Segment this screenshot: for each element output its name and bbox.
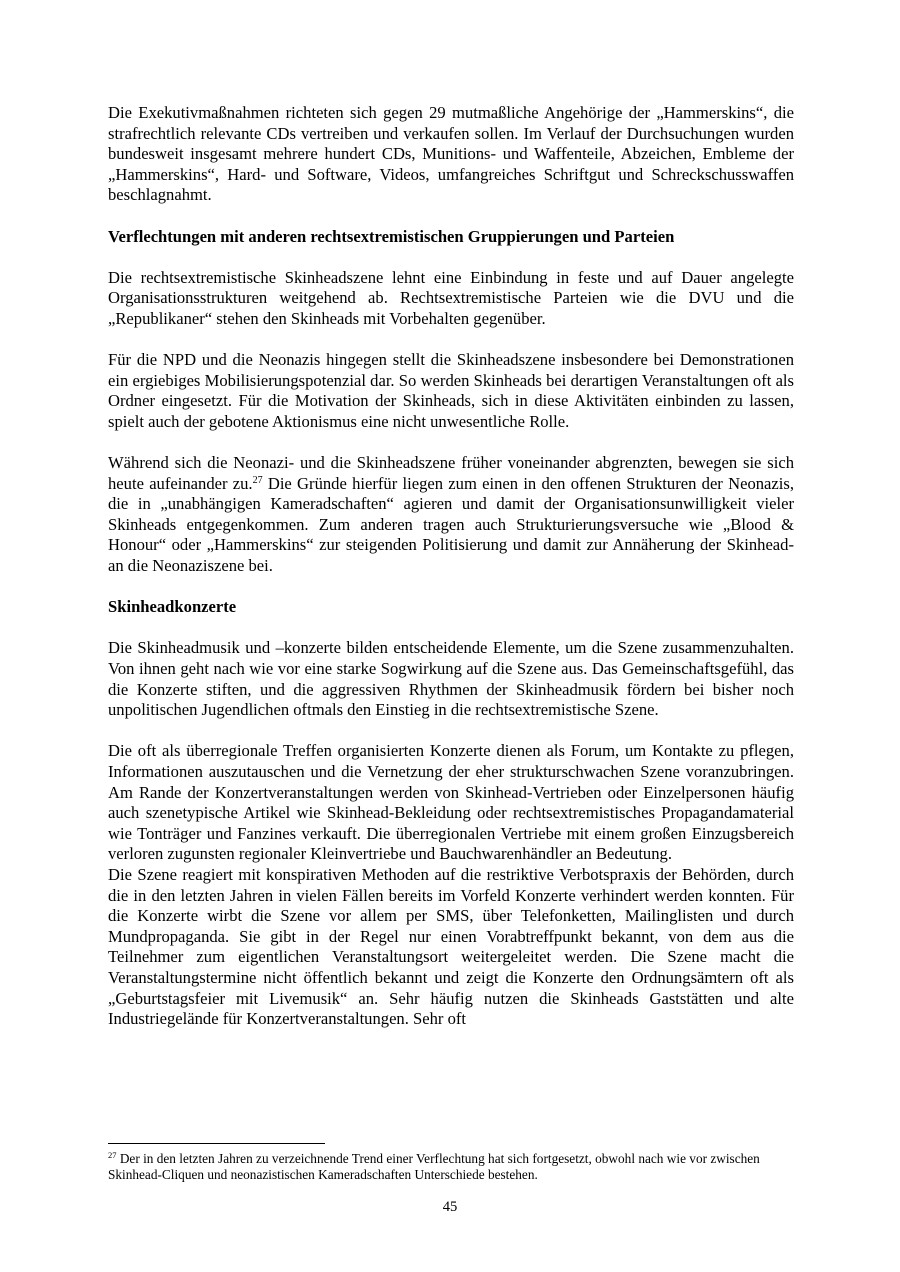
paragraph-conspiratorial-methods: Die Szene reagiert mit konspirativen Methoden auf die restriktive Verbotspraxis der Behörden, durch die in den letzten Jahren in vielen Fällen bereits im Vorfeld Konzerte verhindert werden konnten. Für die Konzerte wirbt die Szene vor allem per SMS, über Telefonketten, Mailinglisten und durch Mundpropaganda. Sie gibt in der Regel nur einen Vorabtreffpunkt bekannt, von dem aus die Teilnehmer zum eigentlichen Veranstaltungsort weitergeleitet werden. Die Szene macht die Veranstaltungstermine nicht öffentlich bekannt und zeigt die Konzerte den Ordnungsämtern oft als „Geburtstagsfeier mit Livemusik“ an. Sehr häufig nutzen die Skinheads Gaststätten und alte Industriegelände für Konzertveranstaltungen. Sehr oft <box>108 864 794 1029</box>
footnote-27 <box>108 1151 794 1184</box>
main-text-column <box>108 103 794 1030</box>
paragraph-gap <box>108 206 794 227</box>
section-heading-skinheadkonzerte: Skinheadkonzerte <box>108 597 237 617</box>
footnote-reference[interactable]: 27 <box>252 474 263 486</box>
page-number: 45 <box>442 1199 458 1215</box>
footnote-number: 27 <box>108 1150 117 1160</box>
paragraph-concerts-forum: Die oft als überregionale Treffen organisierten Konzerte dienen als Forum, um Kontakte zu pflegen, Informationen auszutauschen und die Vernetzung der eher strukturschwachen Szene voranzubringen. Am Rande der Konzertveranstaltungen werden von Skinhead-Vertrieben oder Einzelpersonen häufig auch szenetypische Artikel wie Skinhead-Bekleidung oder rechtsextremistisches Propagandamaterial wie Tonträger und Fanzines verkauft. Die überregionalen Vertriebe mit einem großen Einzugsbereich verloren zugunsten regionaler Kleinvertriebe und Bauchwarenhändler an Bedeutung. <box>108 741 794 864</box>
paragraph-organisation-structures: Die rechtsextremistische Skinheadszene lehnt eine Einbindung in feste und auf Dauer angelegte Organisationsstrukturen weitgehend ab. Rechtsextremistische Parteien wie die DVU und die „Republikaner“ stehen den Skinheads mit Vorbehalten gegenüber. <box>108 267 794 328</box>
paragraph-skinhead-music: Die Skinheadmusik und –konzerte bilden entscheidende Elemente, um die Szene zusammenzuhalten. Von ihnen geht nach wie vor eine starke Sogwirkung auf die Szene aus. Das Gemeinschaftsgefühl, das die Konzerte stiften, und die aggressiven Rhythmen der Skinheadmusik fördern bei bisher noch unpolitischen Jugendlichen oftmals den Einstieg in die rechtsextremistische Szene. <box>108 638 794 720</box>
paragraph-gap <box>108 618 794 639</box>
paragraph-gap <box>108 721 794 742</box>
paragraph-text-end: Die Gründe hierfür liegen zum einen in den offenen Strukturen der Neonazis, die in „unabhängigen Kameradschaften“ agieren und damit der Organisationsunwilligkeit vieler Skinheads entgegenkommen. Zum anderen tragen auch Strukturierungsversuche wie „Blood & Honour“ oder „Hammerskins“ zur steigenden Politisierung und damit zur Annäherung der Skinhead- an die Neonaziszene bei. <box>108 473 794 576</box>
paragraph-text-start: Während sich die Neonazi- und die Skinheadszene früher voneinander abgrenzten, bewegen sie sich heute aufeinander zu. <box>108 453 794 493</box>
footnote-text: Der in den letzten Jahren zu verzeichnende Trend einer Verflechtung hat sich fortgesetzt, obwohl nach wie vor zwischen Skinhead-Cliquen und neonazistischen Kameradschaften Unterschiede bestehen. <box>108 1151 760 1183</box>
paragraph-npd-neonazis: Für die NPD und die Neonazis hingegen stellt die Skinheadszene insbesondere bei Demonstrationen ein ergiebiges Mobilisierungspotenzial dar. So werden Skinheads bei derartigen Veranstaltungen oft als Ordner eingesetzt. Für die Motivation der Skinheads, sich in diese Aktivitäten einbinden zu lassen, spielt auch der gebotene Aktionismus eine nicht unwesentliche Rolle. <box>108 350 794 431</box>
paragraph-gap <box>108 247 794 268</box>
paragraph-hammerskins-raids: Die Exekutivmaßnahmen richteten sich gegen 29 mutmaßliche Angehörige der „Hammerskins“, die strafrechtlich relevante CDs vertreiben und verkaufen sollen. Im Verlauf der Durchsuchungen wurden bundesweit insgesamt mehrere hundert CDs, Munitions- und Waffenteile, Abzeichen, Embleme der „Hammerskins“, Hard- und Software, Videos, umfangreiches Schriftgut und Schreckschusswaffen beschlagnahmt. <box>108 103 794 205</box>
paragraph-gap <box>108 330 794 351</box>
section-heading-verflechtungen: Verflechtungen mit anderen rechtsextremistischen Gruppierungen und Parteien <box>108 226 675 246</box>
footnote-separator <box>108 1143 325 1144</box>
paragraph-gap <box>108 433 794 454</box>
paragraph-gap <box>108 577 794 598</box>
paragraph-neonazi-skinhead-convergence <box>108 453 794 577</box>
